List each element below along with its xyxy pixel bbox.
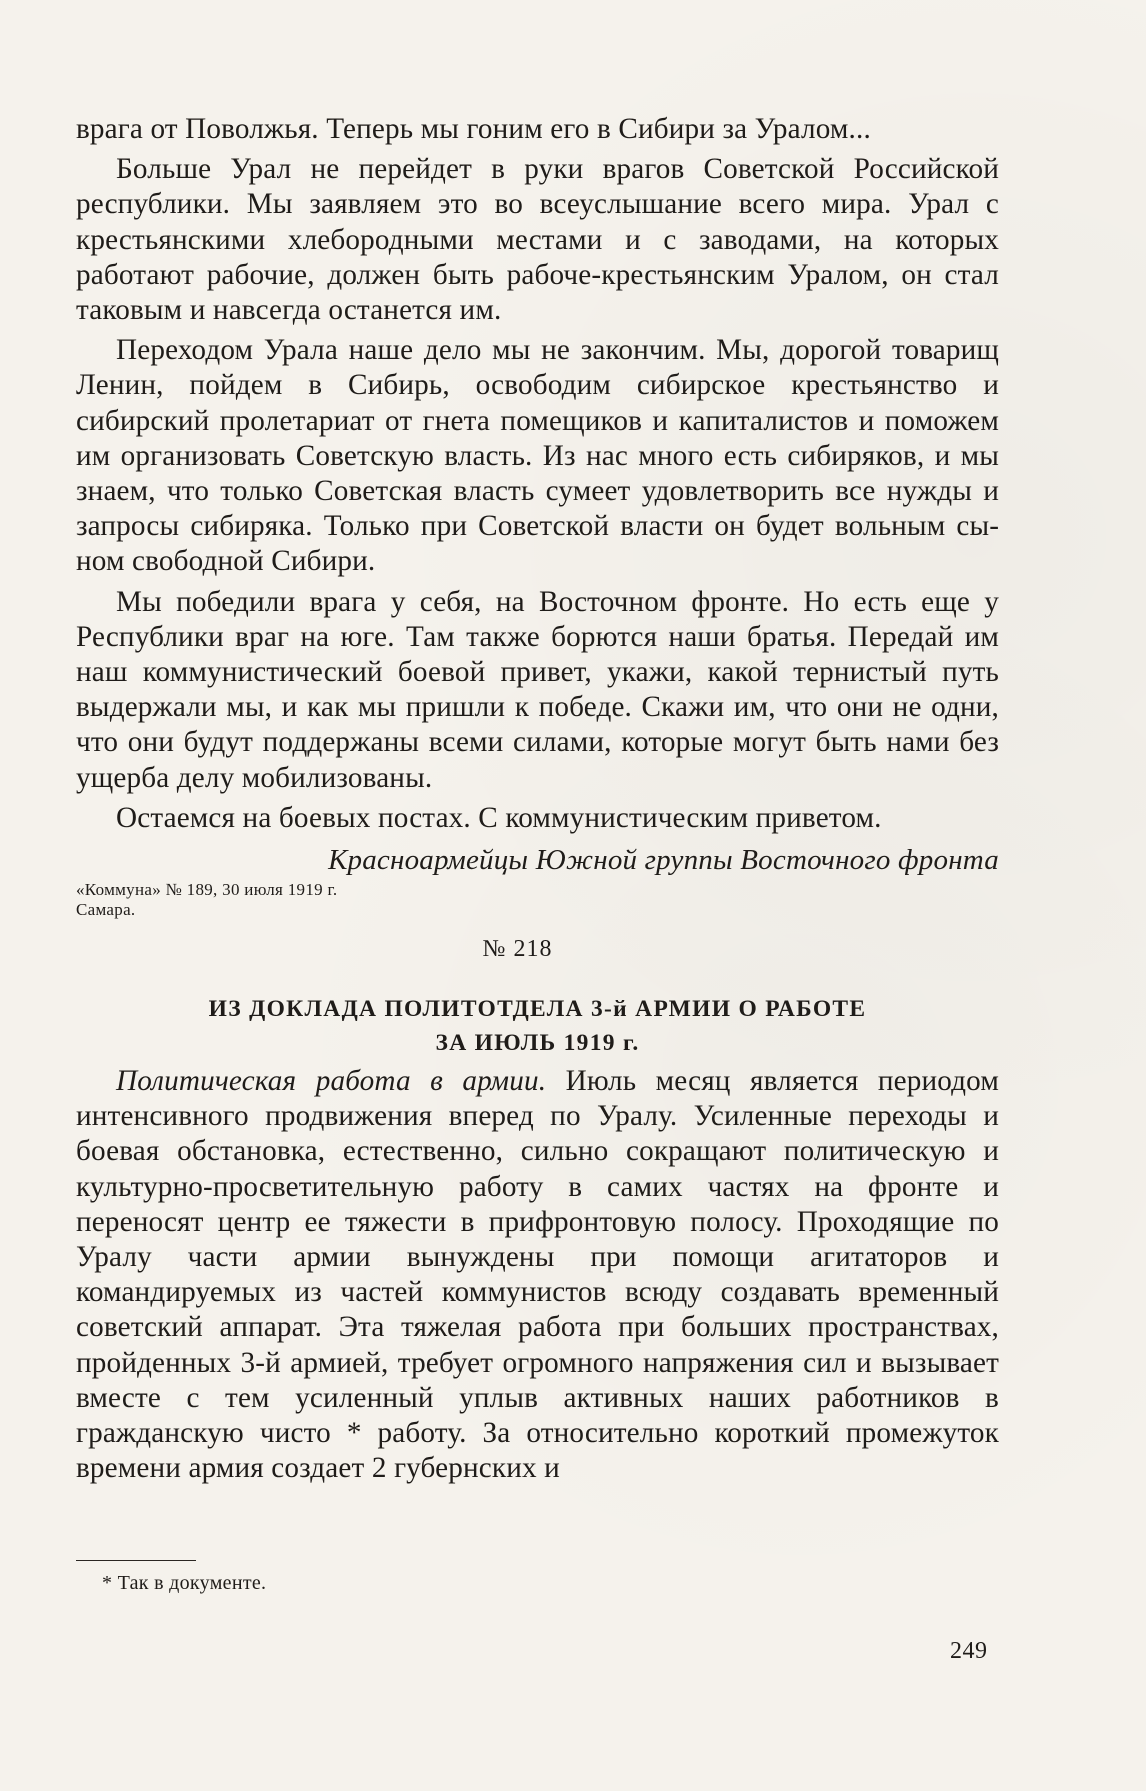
document-body-paragraph: [76, 1064, 999, 1486]
letter-paragraph-4: Мы победили врага у себя, на Восточном фронте. Но есть еще у Республики враг на юге. Там также борются наши братья. Передай им наш коммунистический боевой привет, укажи, какой тернистый путь выдержали мы, и как мы пришли к победе. Скажи им, что они не одни, что они будут поддержаны всеми силами, которые могут быть нами без ущерба делу мобилизованы.: [76, 585, 999, 794]
letter-paragraph-2: Больше Урал не перейдет в руки врагов Советской Российской республики. Мы заявляем это во всеуслышание всего мира. Урал с крестьянскими хлебородными местами и с заводами, на которых работают рабочие, должен быть рабоче-крестьянским Уралом, он стал таковым и навсегда останется им.: [76, 153, 999, 327]
section-lead-heading: Политическая работа в армии.: [116, 1065, 547, 1098]
document-title: [76, 992, 999, 1060]
page-number: 249: [950, 1638, 988, 1664]
document-title-line-1: ИЗ ДОКЛАДА ПОЛИТОТДЕЛА 3-й АРМИИ О РАБОТЕ: [208, 996, 867, 1023]
footnote-divider: [76, 1560, 196, 1561]
page-content: [76, 112, 999, 1487]
source-line-city: Самара.: [76, 900, 136, 920]
letter-paragraph-1: врага от Поволжья. Теперь мы гоним его в Сибири за Уралом...: [76, 113, 871, 145]
footnote: * Так в документе.: [102, 1572, 267, 1594]
document-body-text: Июль месяц является периодом интенсивного продвижения вперед по Уралу. Усиленные переходы и боевая обстановка, естественно, сильно сокращают политическую и культурно-просветительную работу в самих частях на фронте и переносят центр ее тяжести в прифронтовую полосу. Проходящие по Уралу части армии вынуждены при помощи агитаторов и командируемых из частей коммунистов всюду создавать временный советский аппарат. Эта тяжелая работа при больших пространствах, пройденных 3-й армией, требует огромного напряжения сил и вызывает вместе с тем усиленный уплыв активных наших работников в гражданскую чисто * работу. За относительно короткий промежуток времени армия создает 2 губернских и: [76, 1065, 999, 1485]
letter-paragraph-5: Остаемся на боевых постах. С коммунистическим приветом.: [116, 801, 882, 834]
letter-signature: Красноармейцы Южной группы Восточного фронта: [328, 844, 999, 877]
document-number: № 218: [482, 936, 553, 963]
letter-paragraph-3: Переходом Урала наше дело мы не закончим. Мы, дорогой товарищ Ленин, пойдем в Сибирь, освободим сибирское крестьянство и сибирский пролетариат от гнета помещиков и капиталистов и поможем им организовать Советскую власть. Из нас много есть сибиряков, и мы знаем, что только Советская власть сумеет удовлетворить все нужды и запросы сибиряка. Только при Советской власти он будет вольным сыном свободной Сибири.: [76, 334, 999, 578]
source-line-newspaper: «Коммуна» № 189, 30 июля 1919 г.: [76, 880, 338, 900]
source-citation: [76, 880, 999, 920]
document-title-line-2: ЗА ИЮЛЬ 1919 г.: [435, 1030, 640, 1057]
